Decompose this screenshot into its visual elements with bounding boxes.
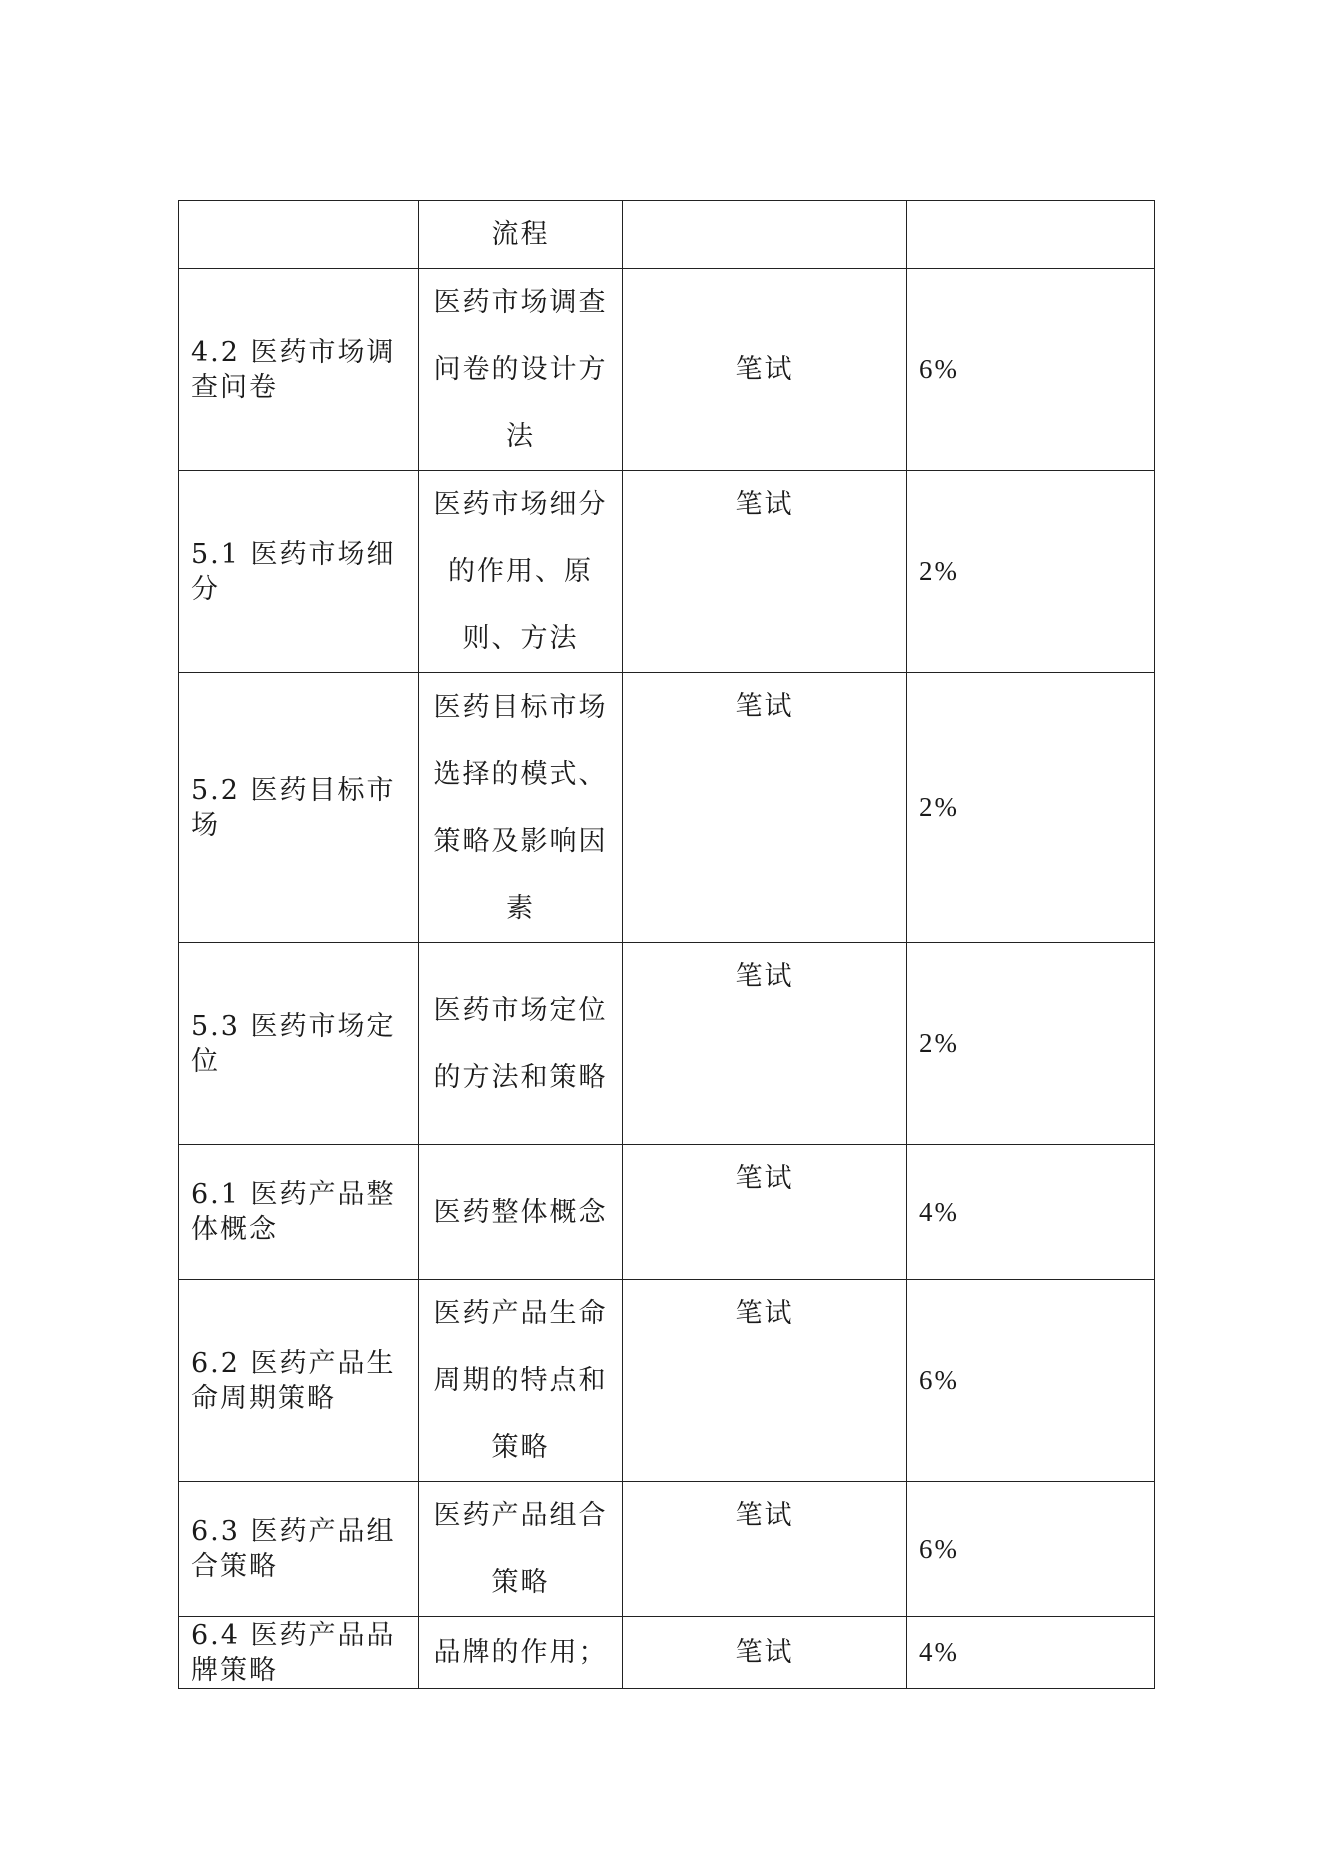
- weight-cell: 4%: [907, 1617, 1155, 1689]
- method-cell: 笔试: [623, 1617, 907, 1689]
- table-row: [179, 1145, 1155, 1280]
- method-cell: 笔试: [623, 673, 907, 943]
- topic-cell: [179, 201, 419, 269]
- weight-cell: 2%: [907, 471, 1155, 673]
- topic-cell: 5.3 医药市场定位: [179, 943, 419, 1145]
- method-cell: 笔试: [623, 1145, 907, 1280]
- weight-cell: 6%: [907, 269, 1155, 471]
- weight-cell: 2%: [907, 943, 1155, 1145]
- table-row: [179, 1280, 1155, 1482]
- content-cell: 医药目标市场选择的模式、策略及影响因素: [419, 673, 623, 943]
- weight-cell: 6%: [907, 1482, 1155, 1617]
- table-row: [179, 673, 1155, 943]
- content-cell: 医药整体概念: [419, 1145, 623, 1280]
- method-cell: 笔试: [623, 1482, 907, 1617]
- content-cell: 医药市场调查问卷的设计方法: [419, 269, 623, 471]
- method-cell: [623, 201, 907, 269]
- topic-cell: 4.2 医药市场调查问卷: [179, 269, 419, 471]
- table-row: [179, 1482, 1155, 1617]
- topic-cell: 5.1 医药市场细分: [179, 471, 419, 673]
- topic-cell: 6.4 医药产品品牌策略: [179, 1617, 419, 1689]
- table-row: [179, 471, 1155, 673]
- weight-cell: 2%: [907, 673, 1155, 943]
- content-cell: 医药产品生命周期的特点和策略: [419, 1280, 623, 1482]
- table-row: [179, 269, 1155, 471]
- weight-cell: 4%: [907, 1145, 1155, 1280]
- content-cell: 医药市场定位的方法和策略: [419, 943, 623, 1145]
- topic-cell: 6.1 医药产品整体概念: [179, 1145, 419, 1280]
- topic-cell: 6.3 医药产品组合策略: [179, 1482, 419, 1617]
- exam-content-table: [178, 200, 1155, 1689]
- weight-cell: [907, 201, 1155, 269]
- content-cell: 品牌的作用；: [419, 1617, 623, 1689]
- content-cell: 医药市场细分的作用、原则、方法: [419, 471, 623, 673]
- table-row: [179, 201, 1155, 269]
- topic-cell: 5.2 医药目标市场: [179, 673, 419, 943]
- method-cell: 笔试: [623, 269, 907, 471]
- method-cell: 笔试: [623, 943, 907, 1145]
- method-cell: 笔试: [623, 471, 907, 673]
- content-cell: 流程: [419, 201, 623, 269]
- method-cell: 笔试: [623, 1280, 907, 1482]
- content-cell: 医药产品组合策略: [419, 1482, 623, 1617]
- weight-cell: 6%: [907, 1280, 1155, 1482]
- topic-cell: 6.2 医药产品生命周期策略: [179, 1280, 419, 1482]
- table-row: [179, 943, 1155, 1145]
- table-row: [179, 1617, 1155, 1689]
